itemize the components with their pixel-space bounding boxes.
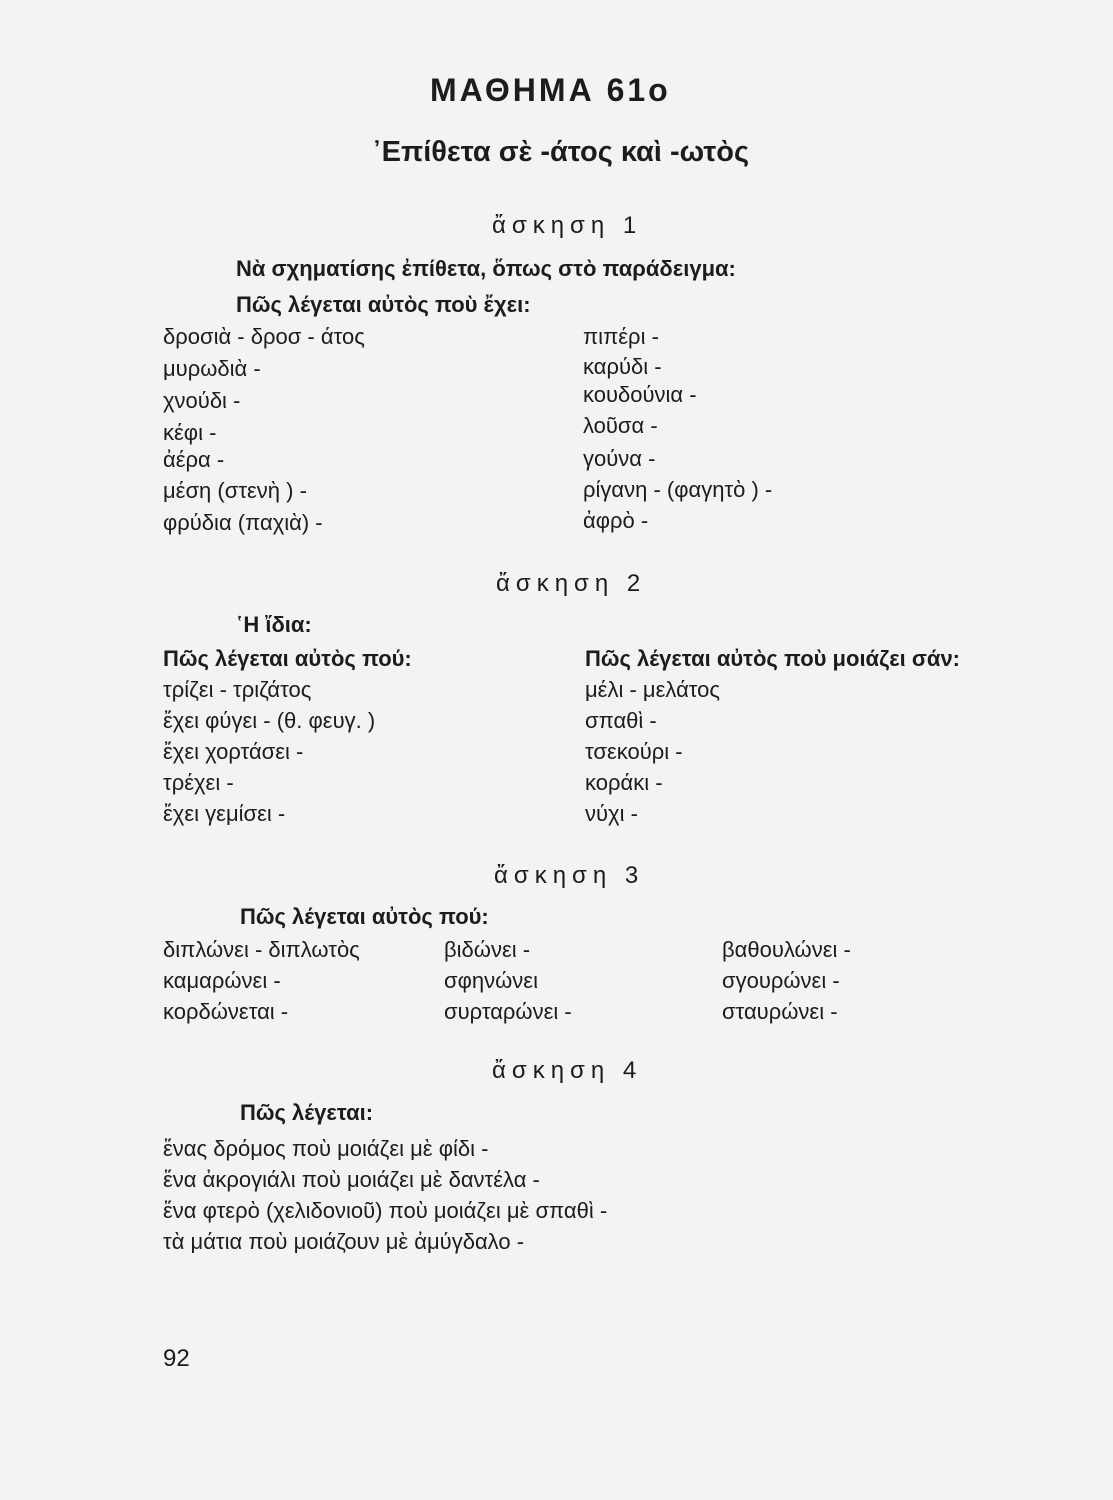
list-item: γούνα - <box>583 446 656 471</box>
list-item: τὰ μάτια ποὺ μοιάζουν μὲ ἀμύγδαλο - <box>163 1229 525 1254</box>
list-item: φρύδια (παχιὰ) - <box>163 510 323 535</box>
list-item: ρίγανη - (φαγητὸ ) - <box>583 477 773 502</box>
list-item: πιπέρι - <box>583 324 659 349</box>
list-item: συρταρώνει - <box>444 999 572 1024</box>
list-item: χνούδι - <box>163 388 241 413</box>
lesson-subtitle: ᾿Επίθετα σὲ -άτος καὶ -ωτὸς <box>372 136 750 168</box>
page-number: 92 <box>163 1345 190 1372</box>
list-item: ἀέρα - <box>163 447 225 472</box>
list-item: κέφι - <box>163 420 217 445</box>
list-item: τρέχει - <box>163 770 234 795</box>
lesson-title: ΜΑΘΗΜΑ 61ο <box>430 72 671 108</box>
list-item: ἕνας δρόμος ποὺ μοιάζει μὲ φίδι - <box>163 1136 489 1161</box>
exercise-2-right-question: Πῶς λέγεται αὐτὸς ποὺ μοιάζει σάν: <box>585 646 961 671</box>
list-item: ἔχει χορτάσει - <box>163 739 304 764</box>
list-item: μυρωδιὰ - <box>163 356 261 381</box>
list-item: λοῦσα - <box>583 413 658 438</box>
exercise-1-instruction: Νὰ σχηματίσης ἐπίθετα, ὅπως στὸ παράδειγμα: <box>236 256 736 281</box>
exercise-1-heading: ἄσκηση 1 <box>492 212 643 239</box>
list-item: ἀφρὸ - <box>583 508 649 533</box>
list-item: καμαρώνει - <box>163 968 281 993</box>
list-item: τσεκούρι - <box>585 739 683 764</box>
list-item: νύχι - <box>585 801 638 826</box>
list-item: σφηνώνει <box>444 968 538 993</box>
exercise-2-left-question: Πῶς λέγεται αὐτὸς πού: <box>163 646 412 671</box>
list-item: κορδώνεται - <box>163 999 289 1024</box>
exercise-1-question: Πῶς λέγεται αὐτὸς ποὺ ἔχει: <box>236 292 531 317</box>
list-item: διπλώνει - διπλωτὸς <box>163 937 360 962</box>
list-item: σγουρώνει - <box>722 968 840 993</box>
list-item: ἕνα ἀκρογιάλι ποὺ μοιάζει μὲ δαντέλα - <box>163 1167 540 1192</box>
list-item: καρύδι - <box>583 354 662 379</box>
list-item: ἕνα φτερὸ (χελιδονιοῦ) ποὺ μοιάζει μὲ σπαθὶ - <box>163 1198 608 1223</box>
exercise-3-question: Πῶς λέγεται αὐτὸς πού: <box>240 904 489 929</box>
list-item: βαθουλώνει - <box>722 937 851 962</box>
exercise-4-heading: ἄσκηση 4 <box>492 1057 643 1084</box>
list-item: δροσιὰ - δροσ - άτος <box>163 324 365 349</box>
list-item: κοράκι - <box>585 770 663 795</box>
list-item: μέλι - μελάτος <box>585 677 721 702</box>
list-item: κουδούνια - <box>583 382 697 407</box>
list-item: βιδώνει - <box>444 937 531 962</box>
list-item: σπαθὶ - <box>585 708 657 733</box>
exercise-2-heading: ἄσκηση 2 <box>496 570 647 597</box>
list-item: ἔχει φύγει - (θ. φευγ. ) <box>163 708 376 733</box>
list-item: τρίζει - τριζάτος <box>163 677 312 702</box>
list-item: ἔχει γεμίσει - <box>163 801 286 826</box>
exercise-4-question: Πῶς λέγεται: <box>240 1100 374 1125</box>
exercise-3-heading: ἄσκηση 3 <box>494 862 645 889</box>
list-item: μέση (στενὴ ) - <box>163 478 307 503</box>
list-item: σταυρώνει - <box>722 999 838 1024</box>
exercise-2-intro: ῾Η ἴδια: <box>236 612 312 637</box>
